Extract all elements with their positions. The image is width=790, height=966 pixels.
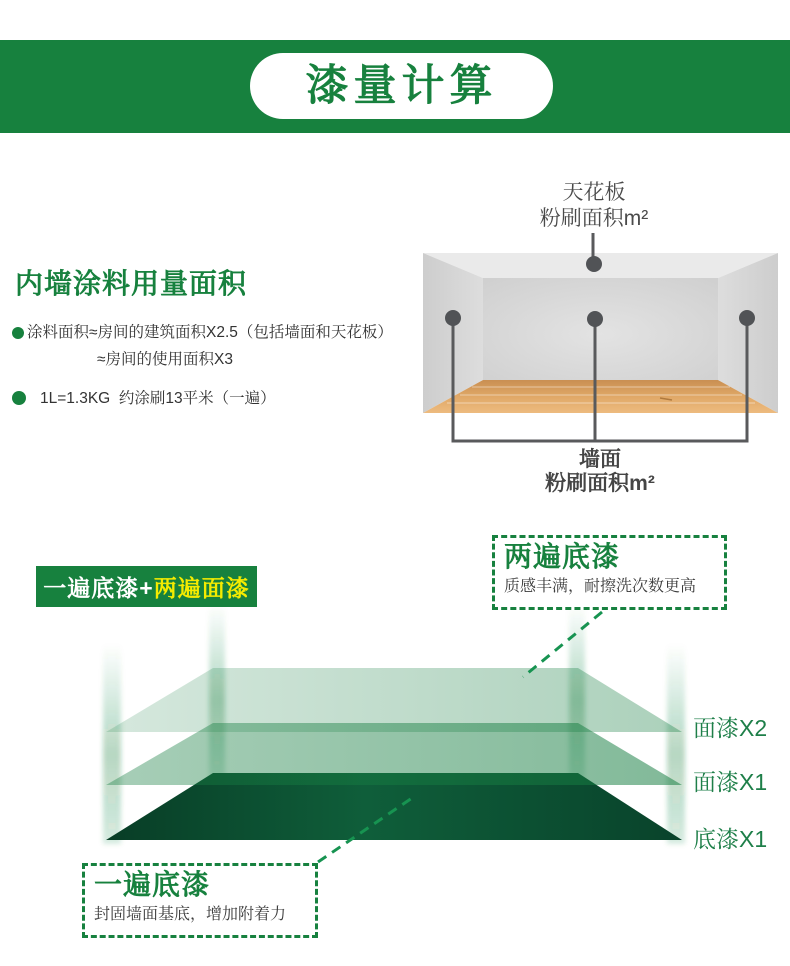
ceiling-area-label xyxy=(494,180,694,232)
glow-back-left xyxy=(209,604,225,779)
floor-planks xyxy=(447,387,755,403)
floor-face xyxy=(423,380,778,413)
callout-top-connector xyxy=(523,612,602,677)
layer-label-primer-x1: 底漆X1 xyxy=(693,826,768,852)
room-illustration xyxy=(423,253,778,413)
usage-bullet-1-line2: ≈房间的使用面积X3 xyxy=(97,351,233,368)
paint-layer-stack xyxy=(103,604,685,844)
floor-plank-joint xyxy=(660,398,672,400)
glow-back-right xyxy=(569,604,585,779)
paint-layer-top-topcoat2 xyxy=(106,668,682,732)
right-wall-face xyxy=(718,253,778,413)
layer-label-topcoat-x1: 面漆X1 xyxy=(693,769,768,795)
title-pill xyxy=(250,53,553,119)
callout-top-title: 两遍底漆 xyxy=(504,541,621,572)
callout-bottom-title: 一遍底漆 xyxy=(94,869,211,900)
usage-bullet-2 xyxy=(12,388,276,409)
wall-marker-dot-center xyxy=(587,311,603,327)
glow-front-right xyxy=(667,644,685,844)
ceiling-label-line2: 粉刷面积m² xyxy=(539,207,649,230)
paint-layer-bottom-primer xyxy=(106,773,682,840)
back-wall-face xyxy=(483,278,718,380)
wall-label-line1: 墙面 xyxy=(579,448,621,471)
callout-bottom-connector xyxy=(318,798,412,862)
paint-layer-middle-topcoat1 xyxy=(106,723,682,785)
coats-banner xyxy=(36,566,257,607)
callout-one-primer xyxy=(82,863,318,938)
usage-bullet-1-text: 涂料面积≈房间的建筑面积X2.5（包括墙面和天花板） xyxy=(27,324,393,341)
wall-marker-dot-right xyxy=(739,310,755,326)
ceiling-face xyxy=(423,253,778,278)
left-wall-face xyxy=(423,253,483,413)
usage-bullet-1 xyxy=(12,322,393,343)
usage-bullet-2-text: 1L=1.3KG 约涂刷13平米（一遍） xyxy=(40,390,276,407)
bullet-dot-icon xyxy=(12,391,26,405)
callout-top-desc: 质感丰满，耐擦洗次数更高 xyxy=(504,578,697,595)
banner-primer-text: 一遍底漆+ xyxy=(43,575,154,601)
room-marker-dots xyxy=(445,256,755,327)
ceiling-marker-dot xyxy=(586,256,602,272)
wall-marker-dot-left xyxy=(445,310,461,326)
glow-front-left xyxy=(103,644,121,844)
wall-label-line2: 粉刷面积m² xyxy=(545,472,655,495)
page-title: 漆量计算 xyxy=(305,61,498,110)
ceiling-label-line1: 天花板 xyxy=(562,181,626,204)
usage-section-heading: 内墙涂料用量面积 xyxy=(15,268,248,299)
header-band xyxy=(0,40,790,133)
banner-topcoat-text: 两遍面漆 xyxy=(153,575,250,601)
callout-two-topcoats xyxy=(492,535,727,610)
layer-label-topcoat-x2: 面漆X2 xyxy=(693,715,768,741)
callout-connectors xyxy=(318,612,602,862)
wall-area-label xyxy=(500,448,700,496)
corner-glow-columns xyxy=(103,604,685,844)
callout-bottom-desc: 封固墙面基底，增加附着力 xyxy=(94,906,287,923)
bullet-dot-icon xyxy=(12,327,24,339)
room-connectors xyxy=(452,233,749,441)
